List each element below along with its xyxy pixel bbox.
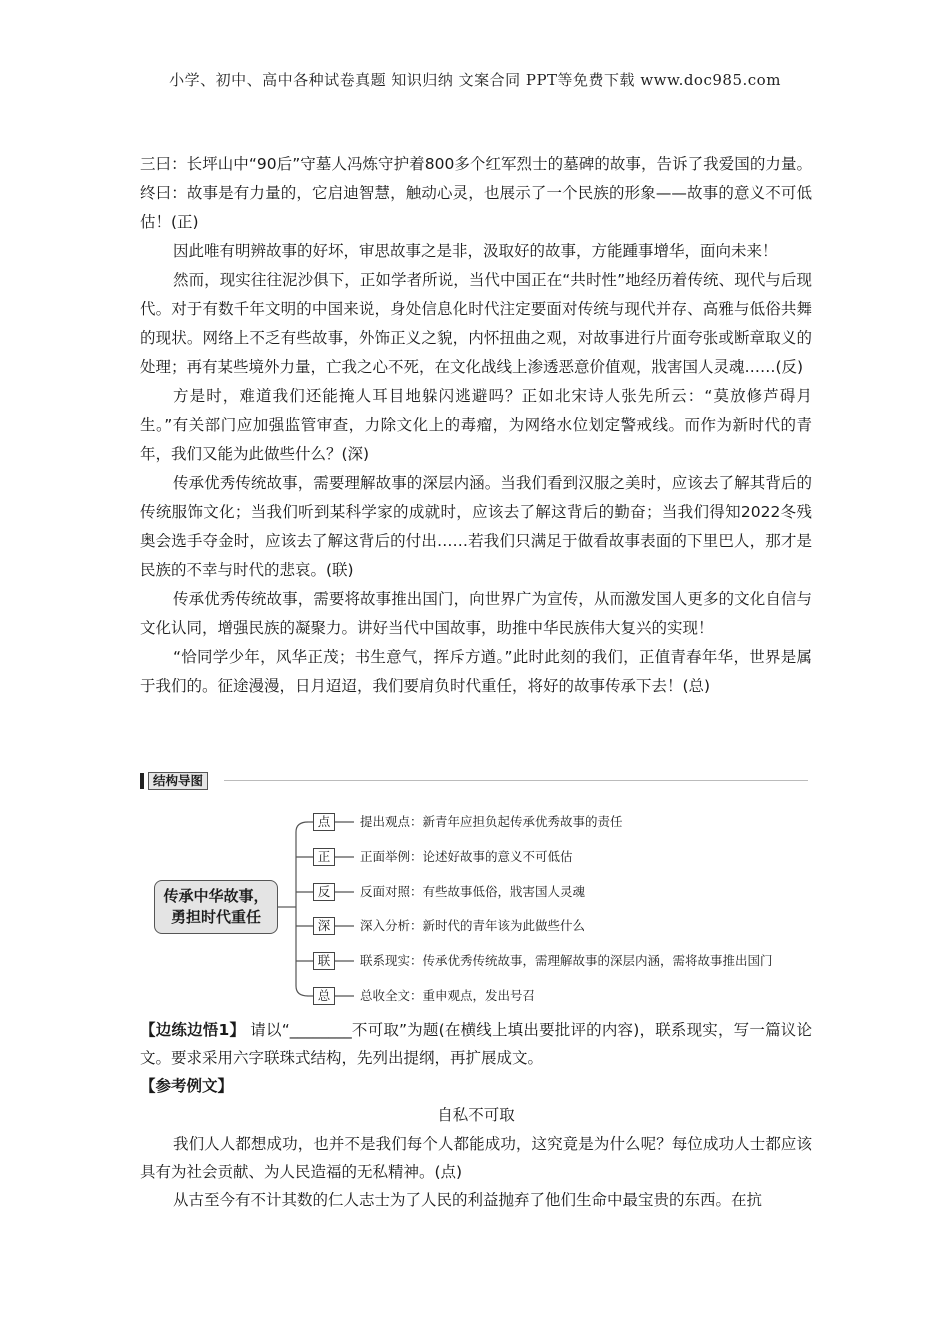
node-key: 点 xyxy=(313,813,335,831)
node-key: 反 xyxy=(313,883,335,901)
essay-paragraph: 传承优秀传统故事，需要将故事推出国门，向世界广为宣传，从而激发国人更多的文化自信与文化认同，增强民族的凝聚力。讲好当代中国故事，助推中华民族伟大复兴的实现！ xyxy=(140,590,812,637)
essay-paragraph: “恰同学少年，风华正茂；书生意气，挥斥方遒。”此时此刻的我们，正值青春年华，世界是属于我们的。征途漫漫，日月迢迢，我们要肩负时代重任，将好的故事传承下去！(总) xyxy=(140,648,812,695)
heading-rule xyxy=(224,780,808,781)
essay-paragraph: 三曰：长坪山中“90后”守墓人冯炼守护着800多个红军烈士的墓碑的故事，告诉了我爱国的力量。终曰：故事是有力量的，它启迪智慧，触动心灵，也展示了一个民族的形象——故事的意义不可低估！(正) xyxy=(140,155,812,231)
essay-paragraph: 然而，现实往往泥沙俱下，正如学者所说，当代中国正在“共时性”地经历着传统、现代与后现代。对于有数千年文明的中国来说，身处信息化时代注定要面对传统与现代并存、高雅与低俗共舞的现状。网络上不乏有些故事，外饰正义之貌，内怀扭曲之观，对故事进行片面夸张或断章取义的处理；再有某些境外力量，亡我之心不死，在文化战线上渗透恶意价值观，戕害国人灵魂……(反) xyxy=(140,271,812,376)
node-text: 反面对照：有些故事低俗，戕害国人灵魂 xyxy=(360,884,586,899)
structure-map-label: 结构导图 xyxy=(148,772,208,790)
exercise-text: 请以“________不可取”为题(在横线上填出要批评的内容)，联系现实，写一篇议论文。要求采用六字联珠式结构，先列出提纲，再扩展成文。 xyxy=(140,1021,812,1067)
exercise-prompt xyxy=(140,1016,812,1072)
root-node xyxy=(154,880,278,934)
exercise-section xyxy=(140,1016,812,1214)
node-key: 联 xyxy=(313,952,335,970)
node-text: 联系现实：传承优秀传统故事，需理解故事的深层内涵，需将故事推出国门 xyxy=(360,953,773,968)
node-key: 正 xyxy=(313,848,335,866)
reference-label: 【参考例文】 xyxy=(140,1077,234,1095)
node-key: 深 xyxy=(313,917,335,935)
essay-paragraph: 传承优秀传统故事，需要理解故事的深层内涵。当我们看到汉服之美时，应该去了解其背后的传统服饰文化；当我们听到某科学家的成就时，应该去了解这背后的勤奋；当我们得知2022冬残奥会选手夺金时，应该去了解这背后的付出……若我们只满足于做看故事表面的下里巴人，那才是民族的不幸与时代的悲哀。(联) xyxy=(140,474,812,579)
node-text: 深入分析：新时代的青年该为此做些什么 xyxy=(360,918,586,933)
essay-paragraph: 因此唯有明辨故事的好坏，审思故事之是非，汲取好的故事，方能踵事增华，面向未来！ xyxy=(173,242,778,260)
essay-paragraph: 方是时，难道我们还能掩人耳目地躲闪逃避吗？正如北宋诗人张先所云：“莫放修芦碍月生。”有关部门应加强监管审查，力除文化上的毒瘤，为网络水位划定警戒线。而作为新时代的青年，我们又能为此做些什么？(深) xyxy=(140,387,812,463)
essay-body xyxy=(140,150,812,701)
page-header: 小学、初中、高中各种试卷真题 知识归纳 文案合同 PPT等免费下载 www.doc985.com xyxy=(169,71,781,89)
structure-map-heading xyxy=(140,772,808,790)
exercise-label: 【边练边悟1】 xyxy=(140,1021,246,1039)
structure-map-diagram xyxy=(140,800,820,1012)
node-text: 正面举例：论述好故事的意义不可低估 xyxy=(360,849,573,864)
node-key: 总 xyxy=(313,987,335,1005)
reference-title: 自私不可取 xyxy=(437,1106,515,1124)
root-line-2: 勇担时代重任 xyxy=(170,908,261,926)
heading-marker xyxy=(140,773,144,789)
reference-paragraph: 我们人人都想成功，也并不是我们每个人都能成功，这究竟是为什么呢？每位成功人士都应该具有为社会贡献、为人民造福的无私精神。(点) xyxy=(140,1135,812,1181)
node-text: 总收全文：重申观点，发出号召 xyxy=(360,988,536,1003)
reference-paragraph: 从古至今有不计其数的仁人志士为了人民的利益抛弃了他们生命中最宝贵的东西。在抗 xyxy=(173,1191,763,1209)
root-line-1: 传承中华故事， xyxy=(163,887,269,905)
node-text: 提出观点：新青年应担负起传承优秀故事的责任 xyxy=(360,814,623,829)
